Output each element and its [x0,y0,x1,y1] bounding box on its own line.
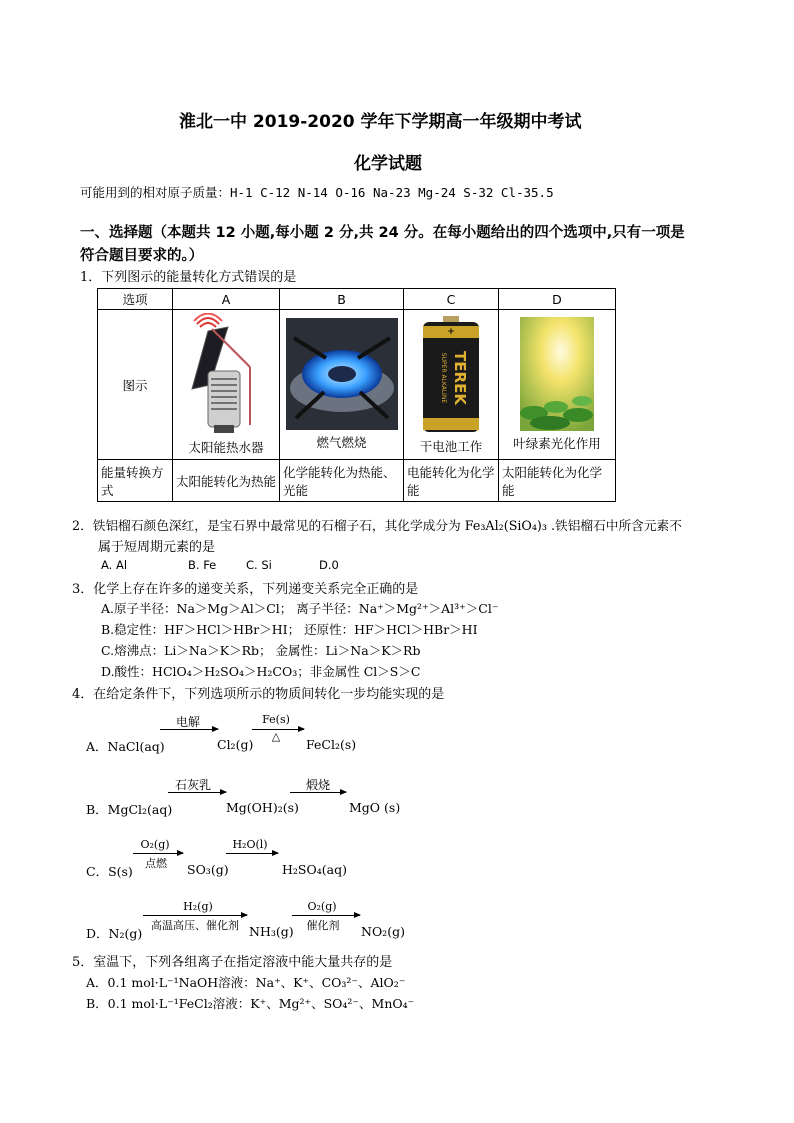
question-5-stem: 5．室温下，下列各组离子在指定溶液中能大量共存的是 [72,955,393,970]
q4b-start: B．MgCl₂(aq) [86,802,173,817]
energy-d: 太阳能转化为化学能 [499,460,616,502]
battery-subtext: SUPER ALKALINE [440,352,447,404]
question-2-stem-line2: 属于短周期元素的是 [98,540,216,555]
table-header-option: 选项 [98,289,173,310]
q4d-start: D．N₂(g) [86,926,143,941]
q4d-mid: NH₃(g) [249,924,294,939]
table-cell-c-image [404,310,499,460]
q4b-arrow2-top: 煅烧 [305,778,330,792]
gas-stove-flame-icon [286,318,398,430]
question-2-stem-line1: 2．铁铝榴石颜色深红，是宝石界中最常见的石榴子石，其化学成分为 Fe₃Al₂(SiO₄)₃ .铁铝榴石中所含元素不 [72,518,682,533]
q4d-end: NO₂(g) [361,924,405,939]
q4c-arrow2-top: H₂O(l) [232,838,268,851]
table-cell-d-image [499,310,616,460]
caption-c: 干电池工作 [419,439,483,454]
q4d-arrow1 [143,915,247,916]
battery-brand: TEREK [451,351,469,405]
q4a-start: A．NaCl(aq) [86,739,165,754]
question-2-option-a: A. Al [101,558,128,572]
table-header-d: D [499,289,616,310]
q4a-arrow2-top: Fe(s) [262,713,290,726]
question-4-stem: 4．在给定条件下，下列选项所示的物质间转化一步均能实现的是 [72,687,445,702]
solar-water-heater-icon [178,313,274,435]
q4b-arrow1-top: 石灰乳 [174,778,211,792]
page-title: 淮北一中 2019-2020 学年下学期高一年级期中考试 [179,112,582,132]
q4b-arrow2 [290,792,346,793]
table-header-c: C [404,289,499,310]
table-cell-a-image [173,310,280,460]
q4b-end: MgO (s) [349,800,401,815]
q4c-arrow1-bottom: 点燃 [145,857,167,870]
question-2-option-b: B. Fe [188,558,217,572]
table-row-label-image: 图示 [98,310,173,460]
energy-table [97,288,616,502]
q4c-arrow2 [226,853,278,854]
q4b-mid: Mg(OH)₂(s) [226,800,299,815]
question-3-option-c: C.熔沸点：Li＞Na＞K＞Rb； 金属性：Li＞Na＞K＞Rb [101,643,421,658]
question-3-option-b: B.稳定性：HF＞HCl＞HBr＞HI； 还原性：HF＞HCl＞HBr＞HI [101,622,478,637]
caption-d: 叶绿素光化作用 [513,436,601,451]
atomic-masses: 可能用到的相对原子质量：H-1 C-12 N-14 O-16 Na-23 Mg-24 S-32 Cl-35.5 [80,185,554,200]
q4a-arrow1-top: 电解 [175,715,200,729]
q4d-arrow1-top: H₂(g) [183,900,213,913]
svg-text:+: + [447,327,455,337]
section-heading-line1: 一、选择题（本题共 12 小题,每小题 2 分,共 24 分。在每小题给出的四个选项中,只有一项是 [80,225,685,241]
q4d-arrow2 [292,915,360,916]
table-cell-b-image [280,310,404,460]
question-3-option-a: A.原子半径：Na＞Mg＞Al＞Cl； 离子半径：Na⁺＞Mg²⁺＞Al³⁺＞Cl⁻ [101,601,499,616]
energy-a: 太阳能转化为热能 [173,460,280,502]
q4a-end: FeCl₂(s) [306,737,357,752]
question-2-option-c: C. Si [246,558,272,572]
q4c-mid: SO₃(g) [187,862,229,877]
page-subtitle: 化学试题 [354,154,422,174]
q4a-mid: Cl₂(g) [217,737,254,752]
caption-b: 燃气燃烧 [316,435,367,450]
dry-battery-icon [417,314,485,434]
q4c-start: C．S(s) [86,864,133,879]
q4b-arrow1 [168,792,226,793]
q4c-arrow1-top: O₂(g) [140,838,170,851]
q4c-arrow1 [133,853,183,854]
question-3-stem: 3．化学上存在许多的递变关系，下列递变关系完全正确的是 [72,582,419,597]
energy-c: 电能转化为化学能 [404,460,499,502]
table-row-label-energy: 能量转换方式 [98,460,173,502]
caption-a: 太阳能热水器 [188,440,264,455]
q4d-arrow1-bottom: 高温高压、催化剂 [151,919,239,932]
table-header-a: A [173,289,280,310]
question-5-option-a: A．0.1 mol·L⁻¹NaOH溶液：Na⁺、K⁺、CO₃²⁻、AlO₂⁻ [86,975,406,990]
energy-b: 化学能转化为热能、光能 [280,460,404,502]
question-3-option-d: D.酸性：HClO₄＞H₂SO₄＞H₂CO₃；非金属性 Cl＞S＞C [101,664,421,679]
q4a-arrow1 [160,729,218,730]
sunlit-leaves-icon [520,317,594,431]
question-1-stem: 1．下列图示的能量转化方式错误的是 [80,270,297,285]
q4d-arrow2-top: O₂(g) [307,900,337,913]
table-header-b: B [280,289,404,310]
q4d-arrow2-bottom: 催化剂 [306,919,340,932]
q4c-end: H₂SO₄(aq) [282,862,347,877]
question-5-option-b: B．0.1 mol·L⁻¹FeCl₂溶液：K⁺、Mg²⁺、SO₄²⁻、MnO₄⁻ [86,996,415,1011]
q4a-arrow2-bottom: △ [271,730,281,743]
section-heading-line2: 符合题目要求的。） [80,248,204,264]
question-2-option-d: D.0 [319,558,339,572]
